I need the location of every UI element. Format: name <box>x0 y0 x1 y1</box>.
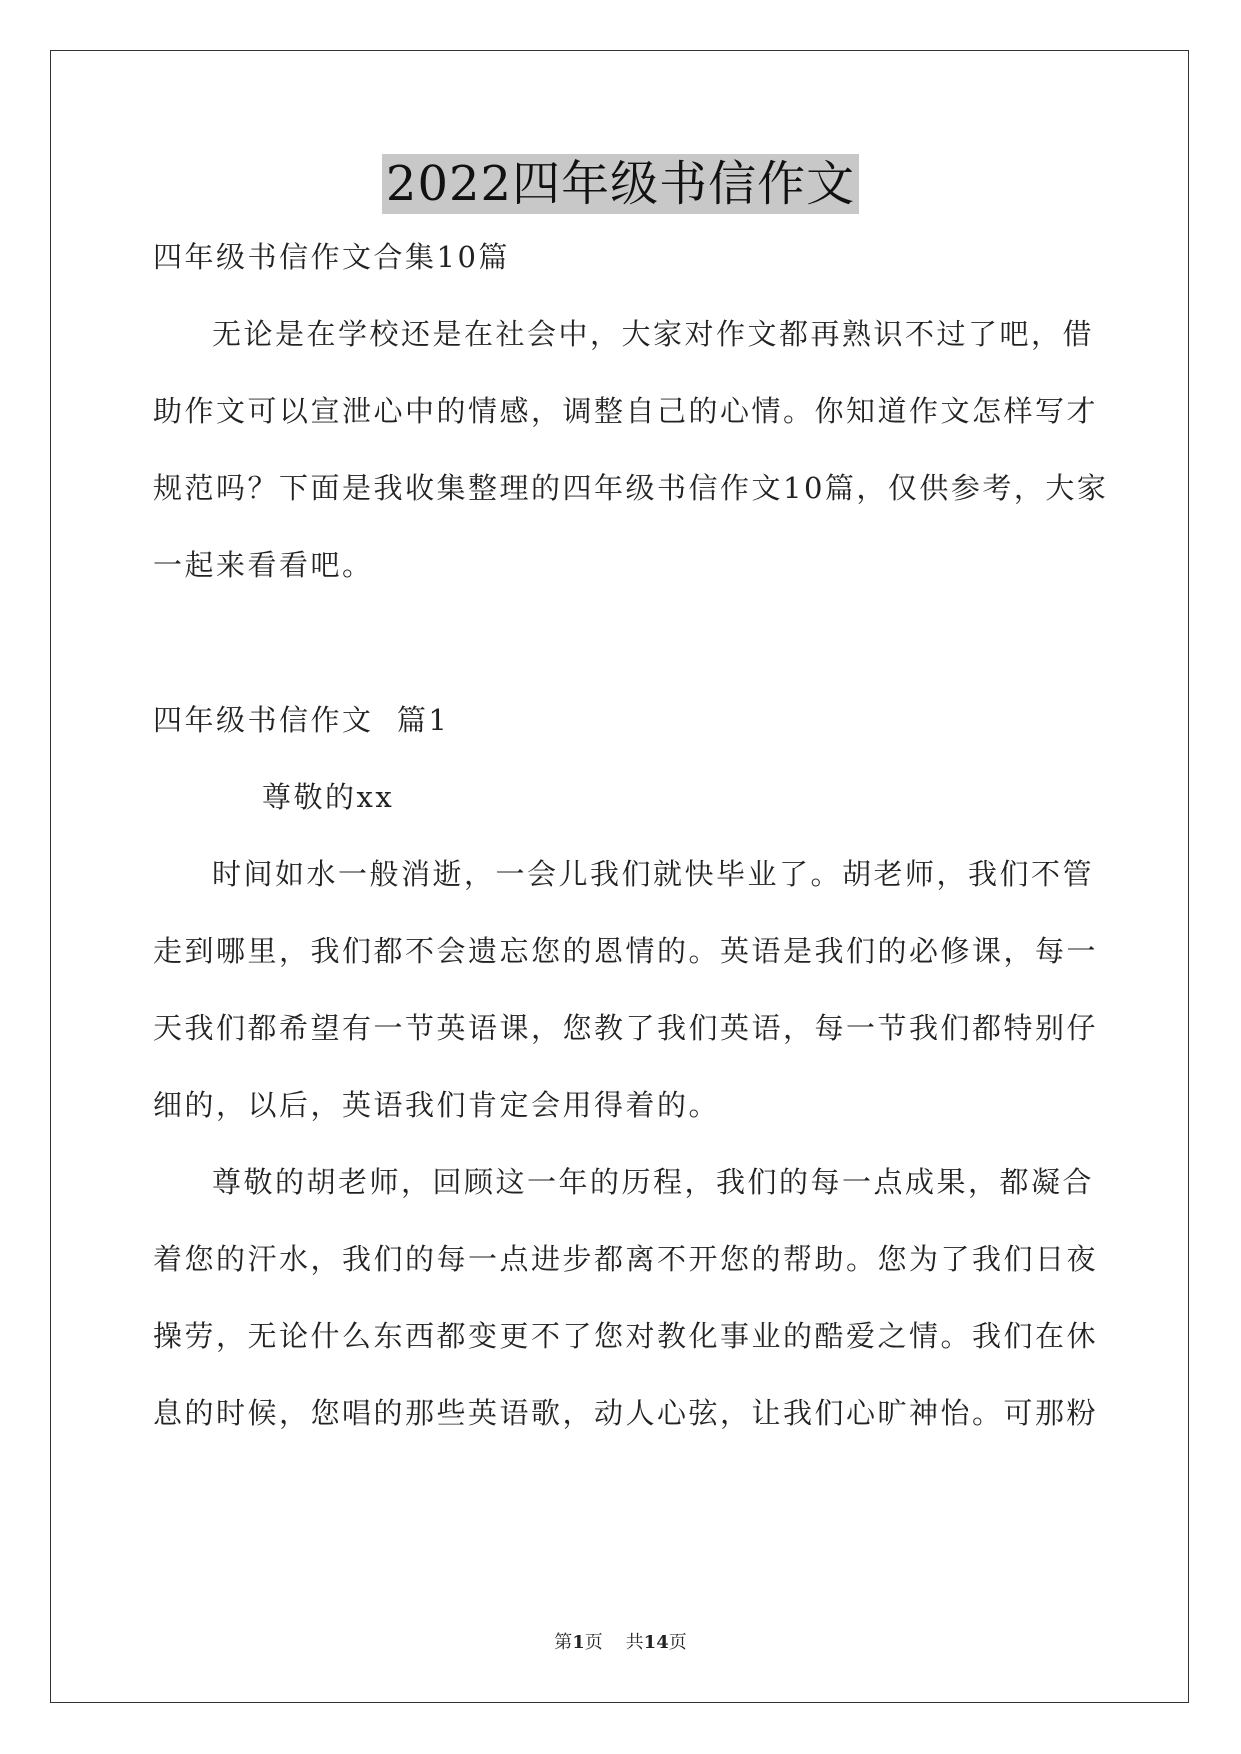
page-footer <box>0 1628 1241 1654</box>
total-prefix: 共 <box>625 1632 644 1653</box>
total-suffix: 页 <box>668 1632 687 1653</box>
paragraph2-line-3: 操劳，无论什么东西都变更不了您对教化事业的酷爱之情。我们在休 <box>153 1319 1099 1353</box>
paragraph1-line-3: 天我们都希望有一节英语课，您教了我们英语，每一节我们都特别仔 <box>153 1011 1099 1045</box>
paragraph1-line-4: 细的，以后，英语我们肯定会用得着的。 <box>153 1088 721 1122</box>
intro-line-1: 无论是在学校还是在社会中，大家对作文都再熟识不过了吧，借 <box>212 317 1095 351</box>
paragraph2-line-2: 着您的汗水，我们的每一点进步都离不开您的帮助。您为了我们日夜 <box>153 1242 1099 1276</box>
document-title: 2022四年级书信作文 <box>382 154 859 214</box>
subtitle: 四年级书信作文合集10篇 <box>153 240 510 274</box>
intro-line-3: 规范吗？下面是我收集整理的四年级书信作文10篇，仅供参考，大家 <box>153 471 1109 505</box>
page-prefix: 第 <box>554 1632 573 1653</box>
paragraph2-line-4: 息的时候，您唱的那些英语歌，动人心弦，让我们心旷神怡。可那粉 <box>153 1396 1099 1430</box>
intro-line-2: 助作文可以宣泄心中的情感，调整自己的心情。你知道作文怎样写才 <box>153 394 1099 428</box>
intro-line-4: 一起来看看吧。 <box>153 548 374 582</box>
total-pages: 14 <box>643 1632 669 1653</box>
page-suffix: 页 <box>584 1632 603 1653</box>
section-heading: 四年级书信作文 篇1 <box>153 703 450 737</box>
title-container <box>0 154 1241 214</box>
paragraph2-line-1: 尊敬的胡老师，回顾这一年的历程，我们的每一点成果，都凝合 <box>212 1165 1095 1199</box>
paragraph1-line-2: 走到哪里，我们都不会遗忘您的恩情的。英语是我们的必修课，每一 <box>153 934 1099 968</box>
salutation: 尊敬的xx <box>262 780 395 814</box>
paragraph1-line-1: 时间如水一般消逝，一会儿我们就快毕业了。胡老师，我们不管 <box>212 857 1095 891</box>
page-number: 1 <box>572 1632 585 1653</box>
